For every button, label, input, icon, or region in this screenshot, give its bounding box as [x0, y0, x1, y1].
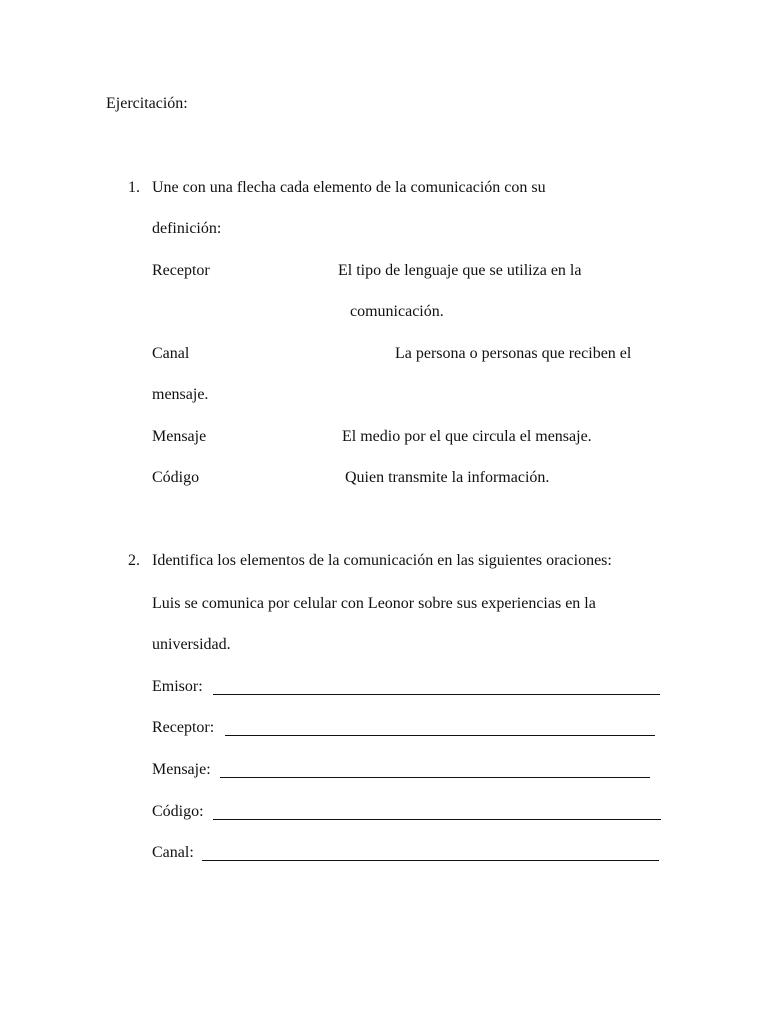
- definition-2-line1: La persona o personas que reciben el: [395, 345, 632, 362]
- field-label-codigo: Código:: [152, 803, 204, 820]
- term-codigo: Código: [152, 469, 200, 486]
- field-label-canal: Canal:: [152, 844, 194, 861]
- exercise-2-sentence-line2: universidad.: [152, 636, 231, 653]
- term-receptor: Receptor: [152, 262, 210, 279]
- field-label-emisor: Emisor:: [152, 678, 203, 695]
- exercise-2-instruction: Identifica los elementos de la comunicación en las siguientes oraciones:: [152, 552, 612, 569]
- definition-4-line1: Quien transmite la información.: [345, 469, 550, 486]
- page-heading: Ejercitación:: [106, 95, 188, 112]
- answer-line-mensaje[interactable]: [220, 777, 650, 778]
- exercise-2-sentence-line1: Luis se comunica por celular con Leonor sobre sus experiencias en la: [152, 595, 596, 612]
- field-label-mensaje: Mensaje:: [152, 761, 211, 778]
- answer-line-receptor[interactable]: [225, 735, 655, 736]
- definition-2-line2: mensaje.: [152, 386, 209, 403]
- exercise-2-number: 2.: [128, 552, 140, 569]
- definition-1-line2: comunicación.: [350, 303, 444, 320]
- answer-line-codigo[interactable]: [213, 819, 661, 820]
- field-label-receptor: Receptor:: [152, 719, 215, 736]
- term-mensaje: Mensaje: [152, 428, 207, 445]
- answer-line-emisor[interactable]: [213, 694, 660, 695]
- definition-3-line1: El medio por el que circula el mensaje.: [342, 428, 592, 445]
- exercise-1-instruction-line1: Une con una flecha cada elemento de la comunicación con su: [152, 179, 546, 196]
- answer-line-canal[interactable]: [202, 860, 659, 861]
- exercise-1-number: 1.: [128, 179, 140, 196]
- term-canal: Canal: [152, 345, 190, 362]
- definition-1-line1: El tipo de lenguaje que se utiliza en la: [338, 262, 582, 279]
- exercise-1-instruction-line2: definición:: [152, 220, 222, 237]
